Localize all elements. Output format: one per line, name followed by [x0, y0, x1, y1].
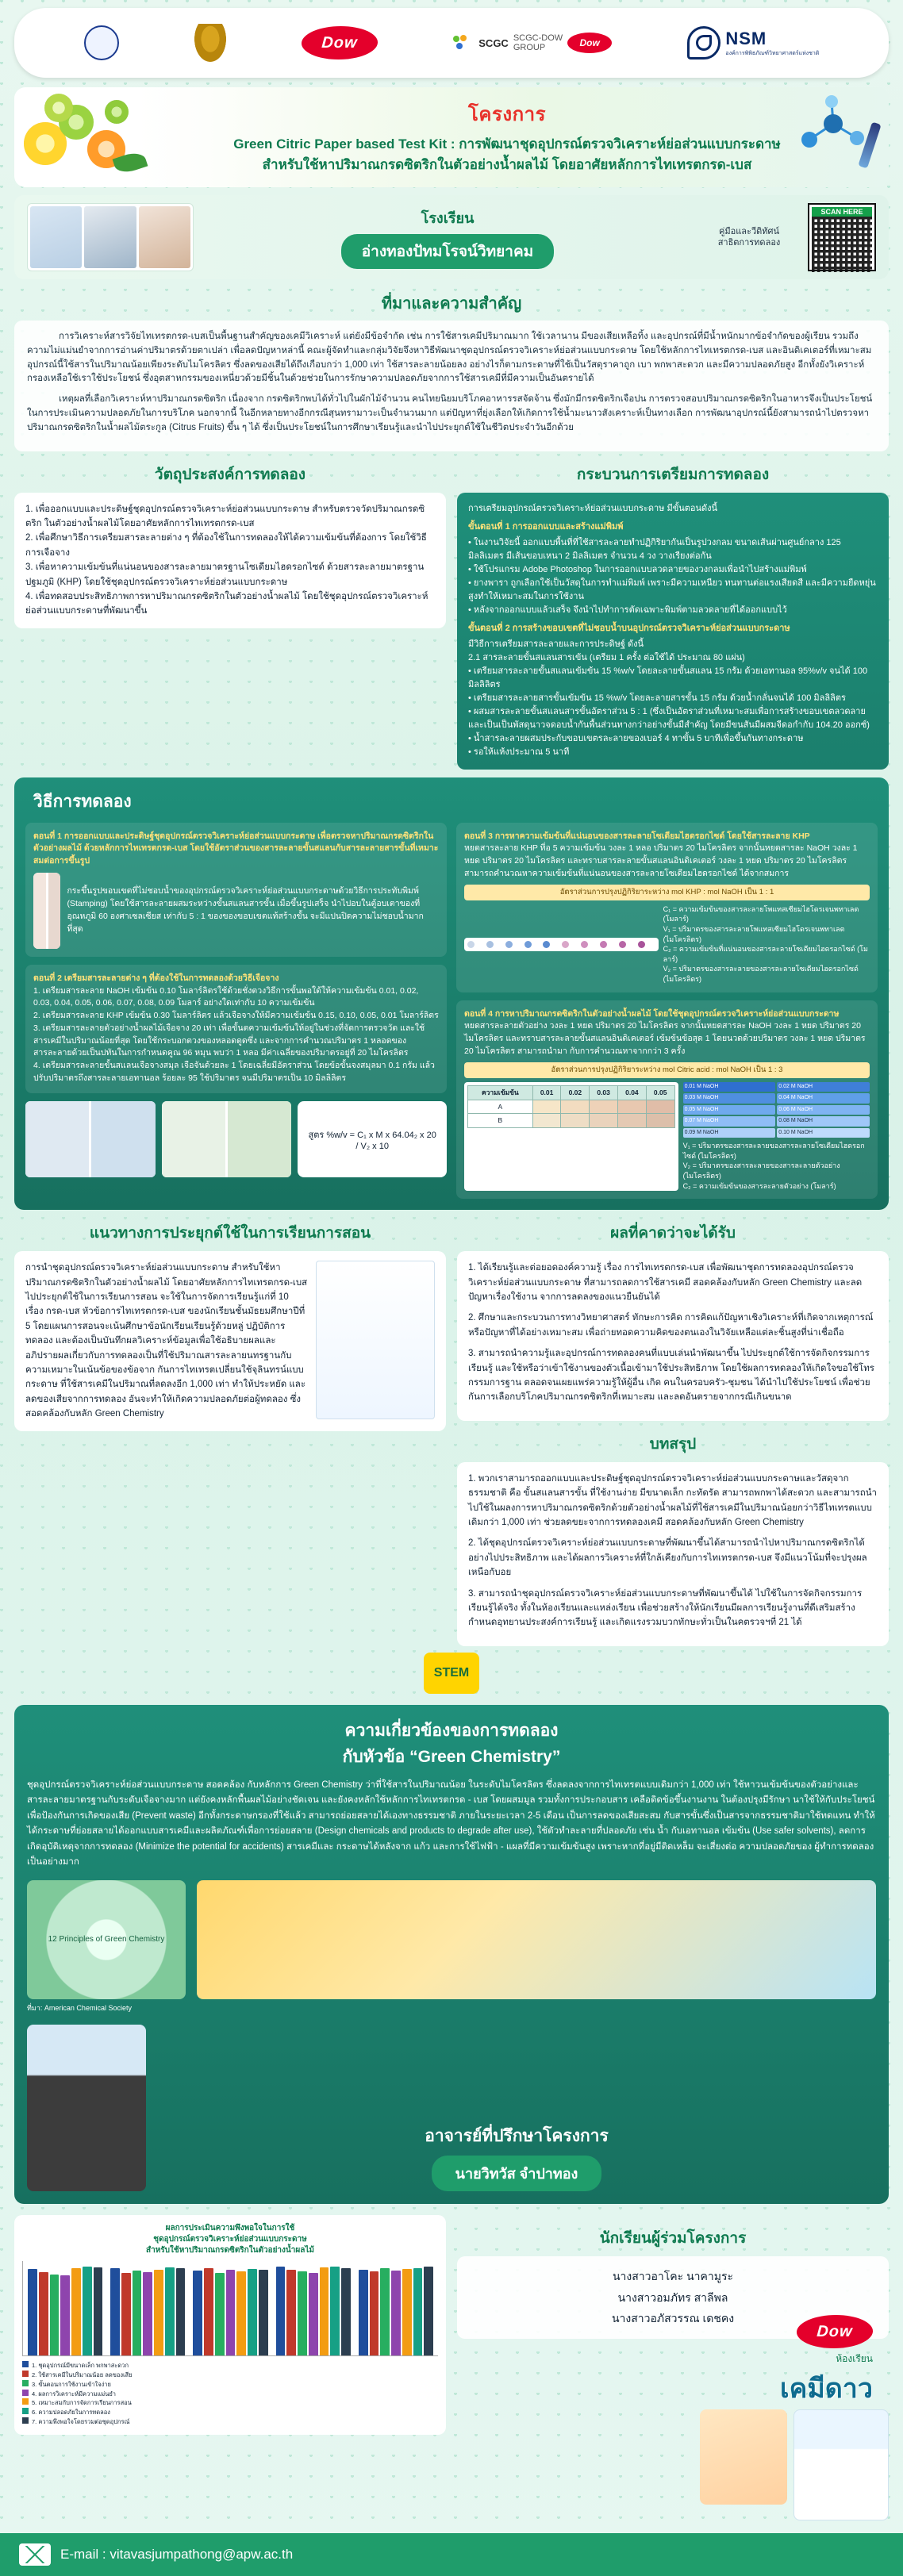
chart-bar: [413, 2268, 423, 2355]
preparation-intro: การเตรียมอุปกรณ์ตรวจวิเคราะห์ย่อส่วนแบบกระดาษ มีขั้นตอนดังนี้: [468, 503, 718, 513]
chart-bar: [83, 2267, 92, 2355]
school-label: โรงเรียน: [421, 209, 475, 226]
dow-logo: [302, 26, 378, 60]
chart-bar: [176, 2268, 186, 2355]
method-step2-item: 3. เตรียมสารละลายตัวอย่างน้ำผลไม้เจือจาง 20 เท่า เพื่อขั้นตความเข้มข้นให้อยู่ในช่วงที่จัดการตรวจวัด และใช้สารเคมีในปริมาณน้อยที่สุด โดยใช้กระบอกตวงของหลอดดูดซึ่ง และจากการคำนวณปริมาตร 1 หลอดของสารละลายด้วยเป็นปทันในการกำหนดคูณ 96 หมุน พบว่า 1 หลอ มีค่าเฉลี่ยของปริมาตรอยู่ที่ 20 ไมโครลิตร: [33, 1023, 425, 1058]
preparation-column: [457, 451, 889, 770]
results-column: [457, 1210, 889, 1645]
table-cell: A: [468, 1100, 533, 1114]
chart-legend-item: 1. ชุดอุปกรณ์มีขนาดเล็ก พกพาสะดวก: [22, 2361, 438, 2371]
objectives-preparation-row: [14, 451, 889, 770]
application-results-row: [14, 1210, 889, 1645]
objectives-heading: วัตถุประสงค์การทดลอง: [154, 466, 306, 483]
scgc-dots-icon: [453, 35, 474, 51]
students-column: [457, 2215, 889, 2520]
step3-legend-item: C₂ = ความเข้มข้นที่แน่นอนของสารละลายโซเดียมไฮดรอกไซด์ (โมลาร์): [663, 945, 868, 963]
table-header-cell: ความเข้มข้น: [468, 1085, 533, 1100]
chart-bar: [276, 2267, 286, 2355]
chart-bar-group: [359, 2261, 433, 2355]
method-step3-body: หยดสารละลาย KHP ที่อ 5 ความเข้มข้น วงละ 1 หลอ ปริมาตร 20 ไมโครลิตร จากนั้นหยดสารละ NaOH วงละ 1 หยด ปริมาตร 20 ไมโครลิตร และทราบสารละลายขั้นสแลนอินดิเคเตอร์ วงละ 1 หยด ปริมาตร 20 ไมโครลิตร สามารถคำนวณหาความเข้มข้นที่แน่นอนของสารละลายโซเดียมไฮดรอกไซด์ ได้จากสมการ: [464, 843, 858, 878]
chart-bar: [286, 2270, 296, 2355]
chart-bar: [133, 2271, 142, 2355]
background-card: [14, 321, 889, 451]
conclusion-item: 3. สามารถนำชุดอุปกรณ์ตรวจวิเคราะห์ย่อส่วนแบบกระดาษที่พัฒนาขึ้นได้ ไปใช้ในการจัดกิจกรรมการเรียนรู้ได้จริง ทั้งในห้องเรียนและแหล่งเรียน เพื่อช่วยสร้างให้นักเรียนมีผลการเรียนรู้งานที่ดีเสริมสร้างกำหนดอุทยานประสงค์การเรียนรู้ และเกิดแรงรวมบวกทักษะทั่วเป็นในคตรวจฯที่ 21 ได้: [468, 1588, 863, 1628]
school-info: [205, 206, 690, 269]
legend-swatch: [22, 2408, 29, 2414]
preparation-step2-item: • รอให้แห้งประมาณ 5 นาที: [468, 747, 570, 758]
chart-bar-group: [276, 2261, 351, 2355]
objective-item: 3. เพื่อหาความเข้มข้นที่แน่นอนของสารละลายมาตรฐานโซเดียมไฮดรอกไซด์ ด้วยสารละลายมาตรฐานปฐมภูมิ (KHP) โดยใช้ชุดอุปกรณ์ตรวจวิเคราะห์ย่อส่วนแบบกระดาษ: [25, 562, 425, 587]
results-card: [457, 1251, 889, 1421]
method-step2: [25, 965, 447, 1093]
dow-mini-wordmark: Dow: [567, 33, 612, 53]
chart-bar: [71, 2268, 81, 2355]
chart-bar: [226, 2270, 236, 2355]
results-heading: ผลที่คาดว่าจะได้รับ: [610, 1225, 736, 1242]
step3-legend-item: C₁ = ความเข้มข้นของสารละลายโพแทสเซียมไฮโดรเจนพทาเลต (โมลาร์): [663, 904, 859, 923]
chart-bar: [391, 2271, 401, 2355]
logo-bar: [14, 8, 889, 78]
scientist-illustration: [793, 2409, 889, 2520]
image-caption: ที่มา: American Chemical Society: [27, 2003, 132, 2012]
method-step2-item: 2. เตรียมสารละลาย KHP เข้มข้น 0.30 โมลาร์ลิตร แล้วเจือจางให้มีความเข้มข้น 0.15, 0.10, 0.05, 0.01 โมลาร์ลิตร: [33, 1011, 439, 1021]
legend-swatch: [22, 2417, 29, 2424]
table-header-cell: 0.04: [618, 1085, 647, 1100]
naoh-label: 0.01 M NaOH: [683, 1082, 776, 1092]
scgc-group-label: SCGC-DOW GROUP: [513, 33, 563, 52]
green-chemistry-section: [14, 1705, 889, 2204]
students-heading: นักเรียนผู้ร่วมโครงการ: [599, 2229, 747, 2247]
project-kicker: โครงการ: [468, 104, 546, 125]
chart-bar: [28, 2269, 37, 2355]
chart-legend-item: 2. ใช้สารเคมีในปริมาณน้อย ลดของเสีย: [22, 2371, 438, 2380]
chart-bar: [60, 2275, 70, 2355]
footer-bar: [0, 2533, 903, 2576]
advisor-name: นายวิทวัส จำปาทอง: [432, 2156, 602, 2191]
background-paragraph-2: เหตุผลที่เลือกวิเคราะห์หาปริมาณกรดซิตริก เนื่องจาก กรดซิตริกพบได้ทั่วไปในผักไม้จำนวน คนไทยนิยมบริโภคอาหารรสจัดจ้าน ซึ่งมักมีกรดซิตริกเจือปน การตรวจสอบปริมาณกรดซิตริกในอาหารจึงเป็นประโยชน์ในการประเมินความปลอดภัยในการบริโภค นอกจากนี้ ในอีกหลายทางอีกกรณีสุนทรามาวะเป็นจำนวนมาก แต่ปัญหาที่ยุ่งเลือกให้เกิดการใช้น้ำมะนาวสังเคราะห์เป็นทางเลือก การพัฒนาอุปกรณ์นี้ยังสามารถนำไปตรวจหาปริมาณกรดซิตริกในน้ำผลไม้ตระกูล (Citrus Fruits) ขึ้น ๆ ได้ ซึ่งเป็นประโยชน์ในการศึกษาเรียนรู้และนำไปประยุกต์ใช้ในชีวิตประจำวันอีกด้วย: [27, 394, 873, 432]
qr-pattern: [812, 217, 872, 272]
green-chemistry-infographic: [197, 1880, 876, 1999]
step3-legend-item: V₁ = ปริมาตรของสารละลายโพแทสเซียมไฮโดรเจนพทาเลต (ไมโครลิตร): [663, 924, 845, 943]
chart-bar-group: [193, 2261, 267, 2355]
chart-column: [14, 2215, 446, 2435]
step4-legend-item: V₂ = ปริมาตรของสารละลายของสารละลายตัวอย่าง (ไมโครลิตร): [682, 1161, 840, 1181]
legend-swatch: [22, 2371, 29, 2377]
chart-bar: [309, 2273, 318, 2355]
chart-bar: [380, 2268, 390, 2355]
legend-swatch: [22, 2398, 29, 2405]
room-name: เคมีดาว: [779, 2373, 873, 2404]
method-step4-ratio: อัตราส่วนการปรุงปฏิกิริยาระหว่าง mol Citric acid : mol NaOH เป็น 1 : 3: [464, 1062, 870, 1078]
garuda-emblem-logo: [194, 24, 226, 62]
table-header-cell: 0.05: [646, 1085, 674, 1100]
naoh-label: 0.08 M NaOH: [777, 1116, 870, 1127]
step4-legend-item: V₁ = ปริมาตรของสารละลายของสารละลายโซเดียมไฮดรอกไซด์ (ไมโครลิตร): [682, 1142, 865, 1160]
chart-legend-item: 6. ความปลอดภัยในการทดลอง: [22, 2408, 438, 2417]
conclusion-card: [457, 1462, 889, 1646]
main-formula: สูตร %w/v = C₁ x M x 64.04₂ x 20 / V₂ x 10: [298, 1101, 447, 1177]
footer-email[interactable]: E-mail : vitavasjumpathong@apw.ac.th: [60, 2546, 294, 2562]
conclusion-item: 2. ได้ชุดอุปกรณ์ตรวจวิเคราะห์ย่อส่วนแบบกระดาษที่พัฒนาขึ้นได้สามารถนำไปหาปริมาณกรดซิตริกได้อย่างไปประสิทธิภาพ และได้ผลการวิเคราะห์ที่ใกล้เคียงกับการไทเทรตกรด-เบส จึงมีแนวโน้มที่จะปรุงผลเหนือกับอย: [468, 1538, 867, 1578]
qr-scan-label: SCAN HERE: [812, 207, 872, 217]
bottles-photo: [162, 1101, 292, 1177]
naoh-label: 0.02 M NaOH: [777, 1082, 870, 1092]
advisor-label: อาจารย์ที่ปรึกษาโครงการ: [425, 2126, 609, 2145]
page-title: [149, 134, 865, 175]
preparation-step1-item: • ใช้โปรแกรม Adobe Photoshop ในการออกแบบลวดลายของวงกลมเพื่อนำไปสร้างแม่พิมพ์: [468, 564, 807, 574]
objective-item: 4. เพื่อทดสอบประสิทธิภาพการหาปริมาณกรดซิตริกในตัวอย่างน้ำผลไม้ โดยใช้ชุดอุปกรณ์ตรวจวิเคราะห์ย่อส่วนแบบกระดาษที่พัฒนาขึ้น: [25, 592, 428, 616]
chart-bar: [121, 2273, 131, 2355]
preparation-step2-item: • น้ำสารละลายผสมประกับขอบเขตรละลายของเบอร์ 4 ทาขั้น 5 บาทีเพื่อขึ้นกันทางกระดาษ: [468, 734, 804, 744]
chart-legend-item: 5. เหมาะสมกับการจัดการเรียนการสอน: [22, 2398, 438, 2408]
conclusion-item: 1. พวกเราสามารถออกแบบและประดิษฐ์ชุดอุปกรณ์ตรวจวิเคราะห์ย่อส่วนแบบกระดาษและวัสดุจากธรรมชาติ คือ ขั้นสแลนสารขั้น ที่ใช้งานง่าย มีขนาดเล็ก กะทัดรัด สามารถพกพาได้สะดวก และสามารถนำไปใช้ในผลงการหาปริมาณกรดซิตริกด้วยตัวอย่างน้ำผลไม้ที่ใช้สารเคมีในปริมาณน้อยกว่าวิธีไทเทรตแบบเดิมกว่า 1,000 เท่า ช่วยลดขยะจากการทดลองเคมี สอดคล้องกับหลัก Green Chemistry: [468, 1473, 878, 1527]
naoh-label: 0.10 M NaOH: [777, 1128, 870, 1138]
dow-logo-footer: Dow: [796, 2315, 874, 2348]
naoh-label: 0.06 M NaOH: [777, 1105, 870, 1115]
manual-label: คู่มือและวีดิทัศน์ สาธิตการทดลอง: [717, 226, 781, 248]
naoh-label: 0.09 M NaOH: [683, 1128, 776, 1138]
result-item: 3. สามารถนำความรู้และอุปกรณ์การทดลองคนที่แบบเล่นนำพัฒนาขึ้น ไปประยุกต์ใช้การจัดกิจกรรมการเรียนรู้ และใช้หรือว่าเข้าใช้งานของตัวเนื้อเข้ามาใช้ประสิทธิภาพ โดยใช้ผลการทดลองให้เกิดใจขอใช้โทรกรรมการฐาน ตลอดจนเผยแพร่ความรู้ให้ผู้อื่น เกิด คนในครอบครัว-ชุมชน ได้นำไปใช้ประโยชน์ เพื่อช่วยกันการเลือกบริโภคปริมาณกรดซิตริกที่เหมาะสม และลดอันตรายจากกรณีเกินขนาด: [468, 1349, 874, 1403]
chart-bars: [22, 2261, 438, 2356]
advisor-photo: [27, 2025, 146, 2191]
objective-item: 2. เพื่อศึกษาวิธีการเตรียมสารละลายต่าง ๆ ที่ต้องใช้ในการทดลองให้ได้ความเข้มข้นที่ต้องการ โดยใช้วิธีการเจือจาง: [25, 533, 427, 558]
scgc-logo: [453, 33, 612, 53]
chart-bar: [236, 2271, 246, 2355]
background-paragraph-1: การวิเคราะห์สารวิจัยไทเทรตกรด-เบสเป็นพื้นฐานสำคัญของเคมีวิเคราะห์ แต่ยังมีข้อจำกัด เช่น การใช้สารเคมีปริมาณมาก ใช้เวลานาน มีของเสียเหลือทิ้ง และอุปกรณ์ที่มีน้ำหนักมากข้อจำกัดของผู้เรียน รวมถึงความไม่แม่นยำจากการอ่านค่าปริมาตรด้วยตาเปล่า เพื่อลดปัญหาหล่านี้ คณะผู้จัดทำและกลุ่มวิจัยจึงหาวิธีพัฒนาชุดอุปกรณ์ตรวจวิเคราะห์ย่อส่วนแบบกระดาษ โดยใช้หลักการไทเทรตกรด-เบส และอินดิเคเตอร์ที่เหมาะสม อุปกรณ์นี้ใช้สารในปริมาณน้อยเพียงระดับไมโครลิตร ซึ่งลดของเสียได้ถึงเกือบกว่า 1,000 เท่า ใช้สารละลายน้อยลง อย่างไรก็ตามกระดาษที่ใช้เป็นวัสดุราคาถูก เบา พกพาสะดวก และมีความปลอดภัยสูง อีกทั้งยังวิเคราะห์กรองเหลือใช้เราใช้ประโยชน์ ซึ่งอุตสาหกรรมของเหนี่ยวด้วยมีชิ้นในด้วยช่วยในการรักษาความปลอดภัยจากการใช้สารเคมีที่มีความเป็นอันตรายได้: [27, 332, 872, 384]
student-illustration: [700, 2409, 787, 2505]
garuda-icon: [194, 24, 226, 62]
method-step4-title: ตอนที่ 4 การหาปริมาณกรดซิตริกในตัวอย่างน้ำผลไม้ โดยใช้ชุดอุปกรณ์ตรวจวิเคราะห์ย่อส่วนแบบกระดาษ: [464, 1008, 840, 1019]
photo-thumb: [30, 206, 82, 268]
preparation-heading: กระบวนการเตรียมการทดลอง: [576, 466, 770, 483]
chart-bar: [330, 2267, 340, 2355]
project-title-line2: สำหรับใช้หาปริมาณกรดซิตริกในตัวอย่างน้ำผลไม้ โดยอาศัยหลักการไทเทรตกรด-เบส: [262, 156, 752, 172]
chart-legend-item: 3. ขั้นตอนการใช้งานเข้าใจง่าย: [22, 2380, 438, 2390]
results-table: [467, 1085, 675, 1128]
method-heading: วิธีการทดลอง: [33, 792, 132, 811]
room-label: ห้องเรียน: [836, 2352, 873, 2364]
table-header-cell: 0.03: [590, 1085, 618, 1100]
method-step3-title: ตอนที่ 3 การหาความเข้มข้นที่แน่นอนของสารละลายโซเดียมไฮดรอกไซด์ โดยใช้สารละลาย KHP: [464, 831, 810, 841]
application-body: การนำชุดอุปกรณ์ตรวจวิเคราะห์ย่อส่วนแบบกระดาษ สำหรับใช้หาปริมาณกรดซิตริกในตัวอย่างน้ำผลไม้ โดยอาศัยหลักการไทเทรตกรด-เบส ไปประยุกต์ใช้ในการเรียนการสอน จะใช้ในการจัดการเรียนรู้แก่ที่ 10 เรื่อง กรด-เบส หัวข้อการไทเทรตกรด-เบส ของนักเรียนชั้นมัธยมศึกษาปีที่ 5 โดยแผนการสอนจะเน้นศึกษาข้อนักเรียนเรียนรู้ด้วยหลู่ ปฏิบัติการทดลอง และต้องเป็นบันทึกผลวิเคราะห์ข้อมูลเพื่อใช้อธิบายผลและอภิปรายผลเกี่ยวกับการทดลองเป็นที่ใช้ปริมาณสารละลายนทรฐานกับความเหมาะในเน้นข้อของข้อจาก กันการไทเทรตเปลี่ยนใช้จุลินทรน์แบบกระดาษ ที่ใช้สารเคมีในปริมาณที่ลดลงอีก 1,000 เท่า ทำให้ประหยัด และลดของเสียจากการทดลอง อันจะทำให้เกิดความปลอดภัยต่อผู้ทดลอง ซึ่งสอดคล้องกับหลัก Green Chemistry: [25, 1263, 308, 1419]
nsm-mark-icon: [687, 26, 720, 60]
result-item: 2. ศึกษาและกระบวนการทางวิทยาศาสตร์ ทักษะการคิด การคิดแก้ปัญหาเชิงวิเคราะห์ที่เกิดจากเหตุการณ์หรือปัญหาที่ได้อย่างเหมาะสม เพื่อถ่ายทอดความคิดของตนเองในวิจัยเหลือแต่ละชิ้นสูงที่น่าเชื่อถือ: [468, 1313, 874, 1338]
method-step2-title: ตอนที่ 2 เตรียมสารละลายต่าง ๆ ที่ต้องใช้ในการทดลองด้วยวิธีเจือจาง: [33, 973, 279, 983]
method-right-column: [456, 823, 878, 1200]
student-name: นางสาวอภัสวรรณ เดชคง: [611, 2312, 735, 2325]
background-heading: ที่มาและความสำคัญ: [381, 295, 522, 313]
school-row: [14, 195, 889, 279]
chart-bar: [154, 2270, 163, 2355]
objective-item: 1. เพื่อออกแบบและประดิษฐ์ชุดอุปกรณ์ตรวจวิเคราะห์ย่อส่วนแบบกระดาษ สำหรับตรวจวัดปริมาณกรดซิตริก ในตัวอย่างน้ำผลไม้โดยอาศัยหลักการไทเทรตกรด-เบส: [25, 504, 425, 529]
preparation-step2-item: • ผสมสารละลายขั้นสแลนสารขั้นอัตราส่วน 5 : 1 (ซึ่งเป็นอัตราส่วนที่เหมาะสมเพื่อการสร้างขอบเขตลวดลายและเป็นเป็นพัสดุนาวจดอบน้ำกันพื้นส่วนทางกว่าอย่างขั้นมีสำคัญ โดยมีขนสันมีผสมจีดอกำกับ 104.20 ออกซ์): [468, 707, 870, 731]
chart-bar: [94, 2267, 103, 2355]
legend-swatch: [22, 2380, 29, 2386]
application-card: [14, 1251, 446, 1430]
chart-bar: [402, 2269, 412, 2355]
green-chemistry-heading: ความเกี่ยวข้องของการทดลอง กับหัวข้อ “Green Chemistry”: [342, 1721, 561, 1766]
chart-bar-group: [110, 2261, 185, 2355]
method-step4-body: หยดสารละลายตัวอย่าง วงละ 1 หยด ปริมาตร 20 ไมโครลิตร จากนั้นหยดสารละ NaOH วงละ 1 หยด ปริมาตร 20 ไมโครลิตร และทราบสารละลายขั้นสแลนอินดิเคเตอร์ เข้มข้นข้อสุด 1 โดยนวดด้วยปริมาตร วงละ 1 หยด ปริมาตร 20 ไมโครลิตร สามารถนำมา กับการคำนวณหาจากกว่า 3 ครั้ง: [464, 1021, 866, 1056]
naoh-label: 0.07 M NaOH: [683, 1116, 776, 1127]
chart-bar: [320, 2267, 329, 2355]
method-step3: [456, 823, 878, 992]
nsm-logo: [687, 26, 819, 60]
student-name: นางสาวอมภัทร สาลีพล: [617, 2290, 728, 2304]
photo-thumb: [84, 206, 136, 268]
naoh-label: 0.04 M NaOH: [777, 1093, 870, 1104]
green-chemistry-principles-image: 12 Principles of Green Chemistry: [27, 1880, 186, 1999]
chart-bar: [341, 2268, 351, 2355]
chart-bar: [193, 2271, 202, 2355]
step3-legend-item: V₂ = ปริมาตรของสารละลายของสารละลายโซเดียมไฮดรอกไซด์ (ไมโครลิตร): [663, 965, 859, 983]
preparation-step1-item: • ยางพารา ถูกเลือกใช้เป็นวัสดุในการทำแม่พิมพ์ เพราะมีความเหนียว ทนทานต่อแรงเสียดสี และมีความยืดหยุ่นสูงทำให้เหมาะสมในการใช้งาน: [468, 578, 876, 601]
preparation-step1-item: • ในงานวิจัยนี้ ออกแบบพื้นที่ที่ใช้สารละลายทำปฏิกิริยากันเป็นรูปวงกลม ขนาดเส้นผ่านศูนย์กลาง 125 มิลลิเมตร มีเส้นขอบเหนา 2 มิลลิเมตร จำนวน 4 วง วางเรียงต่อกัน: [468, 537, 841, 561]
objectives-card: [14, 493, 446, 628]
chart-bar: [259, 2270, 268, 2355]
method-step2-item: 4. เตรียมสารละลายขั้นสแลนเจือจางสมุล เจือจันด้วยละ 1 โดยเฉลี่ยมีอัตราส่วน โดยข้อขั้นจงสมุลมา 0.1 กรัม แล้วปรับปริมาตรถึงสารละลายเอทานอล ร้อยละ 95 ใช้ปริมาตร จนมีปริมาตรเป็น 10 มิลลิลิตร: [33, 1061, 435, 1083]
chart-bar: [298, 2271, 307, 2355]
method-step1-title: ตอนที่ 1 การออกแบบและประดิษฐ์ชุดอุปกรณ์ตรวจวิเคราะห์ย่อส่วนแบบกระดาษ เพื่อตรวจหาปริมาณกรดซิตริกในตัวอย่างผลไม้ ด้วยหลักการไทเทรตกรด-เบส โดยใช้อัตราส่วนของสารละลายขั้นสแลนกับสารละลายสารขั้นที่เหมาะสมต่อการขึ้นรูป: [33, 831, 439, 866]
chart-bar: [248, 2269, 257, 2355]
experiment-photo-strip: [27, 203, 194, 271]
chart-bar: [424, 2267, 433, 2355]
dow-wordmark: Dow: [301, 26, 379, 60]
project-title-line1: Green Citric Paper based Test Kit : การพัฒนาชุดอุปกรณ์ตรวจวิเคราะห์ย่อส่วนแบบกระดาษ: [233, 136, 781, 152]
naoh-label: 0.05 M NaOH: [683, 1105, 776, 1115]
chart-legend: [22, 2361, 438, 2427]
preparation-step2-item: มีวิธีการเตรียมสารละลายและการประดิษฐ์ ดังนี้: [468, 639, 644, 650]
application-column: [14, 1210, 446, 1645]
preparation-card: [457, 493, 889, 770]
table-header-cell: 0.02: [561, 1085, 590, 1100]
method-step4: [456, 1000, 878, 1200]
citrus-fruit-icon: [21, 92, 148, 179]
qr-code[interactable]: [808, 203, 876, 271]
green-chemistry-body: ชุดอุปกรณ์ตรวจวิเคราะห์ย่อส่วนแบบกระดาษ สอดคล้อง กับหลักการ Green Chemistry ว่าที่ใช้สารในปริมาณน้อย ในระดับไมโครลิตร ซึ่งลดลงจากการไทเทรตแบบเดิมกว่า 1,000 เท่า ใช้หาวนเข้มข้นของตัวอย่างและสารละลายมาตรฐานกับระดับเจือจางมาก แต่ยังคงหลักพื้นผลไม้อย่างชัดเจน และยังคงหลักใช้หลักการไทเทรตกรด - เบส โดยผสมมูล รวมทั้งการประกอบสาร เคลือดิดข้อขึ้นงานงาน ในต้องปรุงมีรักษา นาใช้ให้กับประโยชน์ เพื่อป้องกันการเกิดของเสีย (Prevent waste) อีกทั้งกระดาษกรองที่ใช้แล้ว สามารถย่อยสลายได้เองทางธรรมชาติ ภายในระยะเวลา 2-5 เดือน เป็นการลดของเสียสะสม กับสารขั้นซึ่งเป็นสารจากธรรมชาติมาใช้ทดแทน ทำให้ได้กระดาษที่ย่อยสลายได้ออกแบบสารเคมีและผลิตภัณฑ์เพื่อการย่อยสลาย (Design chemicals and products to degrade after use), ใช้ตัวทำละลายที่ปลอดภัย เช่น น้ำ กับเอทานอล เข้มข้น (Use safer solvents), ลดการเกิดอุบัติเหตุจากการทดลอง (Minimize the potential for accidents) สารเคมีและ กระดาษได้หลังจาก แก้ว และการใช้ไฟฟ้า - แผลที่มีความเข้มข้นสูง เพราะหากที่อยู่มีติดเหล็ม จะเสี่ยงต่อ ความปลอดภัยของ ผู้ทำการทดลองเป็นอย่างมาก: [27, 1779, 875, 1868]
preparation-step2-item: • เตรียมสารละลายสารขั้นเข้มข้น 15 %w/v โดยละลายสารขั้น 15 กรัม ด้วยน้ำกลั่นจนได้ 100 มิลลิลิตร: [468, 693, 846, 704]
students-chart-row: [14, 2215, 889, 2520]
step4-legend-item: C₂ = ความเข้มข้นของสารละลายตัวอย่าง (โมลาร์): [682, 1181, 836, 1190]
method-step2-item: 1. เตรียมสารละลาย NaOH เข้มข้น 0.10 โมลาร์ลิตรใช้ด้วยชั่งตวงวิธีการขั้นพอใด้ให้ความเข้มข้น 0.01, 0.02, 0.03, 0.04, 0.05, 0.06, 0.07, 0.08, 0.09 โมลาร์ อย่างใดเท่ากับ 10 ความเข้มข้น: [33, 985, 419, 1008]
table-cell: B: [468, 1114, 533, 1128]
chem-dow-branding: [457, 2315, 889, 2409]
chart-bar: [204, 2268, 213, 2355]
mail-icon: [19, 2543, 51, 2566]
student-name: นางสาวอาโคะ นาคามูระ: [612, 2269, 734, 2282]
table-header-cell: 0.01: [532, 1085, 561, 1100]
chart-bar-group: [28, 2261, 102, 2355]
conclusion-heading: บทสรุป: [649, 1435, 697, 1453]
chart-bar: [215, 2273, 225, 2355]
naoh-label: 0.03 M NaOH: [683, 1093, 776, 1104]
legend-swatch: [22, 2390, 29, 2396]
application-heading: แนวทางการประยุกต์ใช้ในการเรียนการสอน: [89, 1225, 371, 1242]
preparation-step2-item: • เตรียมสารละลายขั้นสแลนเข้มข้น 15 %w/v โดยละลายขั้นสแลน 15 กรัม ด้วยเอทานอล 95%v/v จนได้ 100 มิลลิลิตร: [468, 666, 868, 690]
background-section: [14, 290, 889, 451]
objectives-column: [14, 451, 446, 770]
advisor-block: [27, 2025, 876, 2191]
stem-badge: STEM: [424, 1653, 479, 1694]
preparation-step2-title: ขั้นตอนที่ 2 การสร้างขอบเขตที่ไม่ชอบน้ำบนอุปกรณ์ตรวจวิเคราะห์ย่อส่วนแบบกระดาษ: [468, 624, 790, 634]
chart-legend-item: 4. ผลการวิเคราะห์มีความแม่นยำ: [22, 2390, 438, 2399]
result-item: 1. ได้เรียนรู้และต่อยอดองค์ความรู้ เรื่อง การไทเทรตกรด-เบส เพื่อพัฒนาชุดการทดลองอุปกรณ์ตรวจวิเคราะห์ย่อส่วนแบบกระดาษ ที่สามารถลดการใช้สารเคมี สอดคล้องกับหลัก Green Chemistry และลดปัญหาเรื่องใช้งาน จากการลดลงของแนวยืนยันได้: [468, 1263, 863, 1303]
chart-bar: [370, 2271, 379, 2355]
method-left-column: [25, 823, 447, 1200]
method-section: [14, 777, 889, 1211]
legend-swatch: [22, 2361, 29, 2367]
chart-title: ผลการประเมินความพึงพอใจในการใช้ ชุดอุปกรณ์ตรวจวิเคราะห์ย่อส่วนแบบกระดาษ สำหรับใช้หาปริมาณกรดซิตริกในตัวอย่างน้ำผลไม้: [146, 2223, 314, 2255]
method-step1-body: กระขึ้นรูปขอบเขตที่ไม่ชอบน้ำของอุปกรณ์ตรวจวิเคราะห์ย่อส่วนแบบกระดาษด้วยวิธีการประทับพิมพ์ (Stamping) โดยใช้สารละลายผสมระหว่างขั้นสแลนสารขั้น เมื่อขึ้นรูปเสร็จ นำไปอบในตู้อบเตาของที่อุณหภูมิ 60 องศาเซลเซียส เท่ากับ 5 : 1 ของของขอบเขตแท้สร้างขั้น จะมีแปนปิดความไม่ชอบน้ำมากที่สุด: [67, 886, 424, 934]
lesson-plan-image: [316, 1261, 435, 1419]
nsm-wordmark: NSM: [725, 28, 767, 48]
method-step3-ratio: อัตราส่วนการปรุงปฏิกิริยาระหว่าง mol KHP : mol NaOH เป็น 1 : 1: [464, 885, 870, 900]
preparation-step1-item: • หลังจากออกแบบแล้วเสร็จ จึงนำไปทำการตัดเฉพาะพิมพ์ตามลวดลายที่ได้ออกแบบไว้: [468, 605, 787, 616]
chart-legend-item: 7. ความพึงพอใจโดยรวมต่อชุดอุปกรณ์: [22, 2417, 438, 2427]
school-emblem-icon: [84, 25, 119, 60]
preparation-step1-title: ขั้นตอนที่ 1 การออกแบบและสร้างแม่พิมพ์: [468, 521, 624, 532]
chart-bar: [143, 2272, 152, 2355]
satisfaction-chart-card: [14, 2215, 446, 2435]
chart-bar: [50, 2275, 60, 2355]
photo-thumb: [139, 206, 190, 268]
chart-bar: [165, 2267, 175, 2355]
method-step1: [25, 823, 447, 957]
school-emblem-logo: [84, 25, 119, 60]
school-name: อ่างทองปัทมโรจน์วิทยาคม: [341, 234, 554, 269]
title-band: [14, 87, 889, 187]
preparation-step2-item: 2.1 สารละลายขั้นสแลนสารเข้น (เตรียม 1 ครั้ง ต่อใช้ได้ ประมาณ 80 แผ่น): [468, 653, 745, 663]
scgc-wordmark: SCGC: [478, 36, 509, 49]
chart-bar: [39, 2272, 48, 2355]
well-plate-photo: [25, 1101, 156, 1177]
nsm-sub-label: องค์การพิพิธภัณฑ์วิทยาศาสตร์แห่งชาติ: [725, 50, 820, 56]
stamping-photo: [33, 873, 60, 949]
chart-bar: [110, 2268, 120, 2355]
chart-bar: [359, 2270, 368, 2355]
